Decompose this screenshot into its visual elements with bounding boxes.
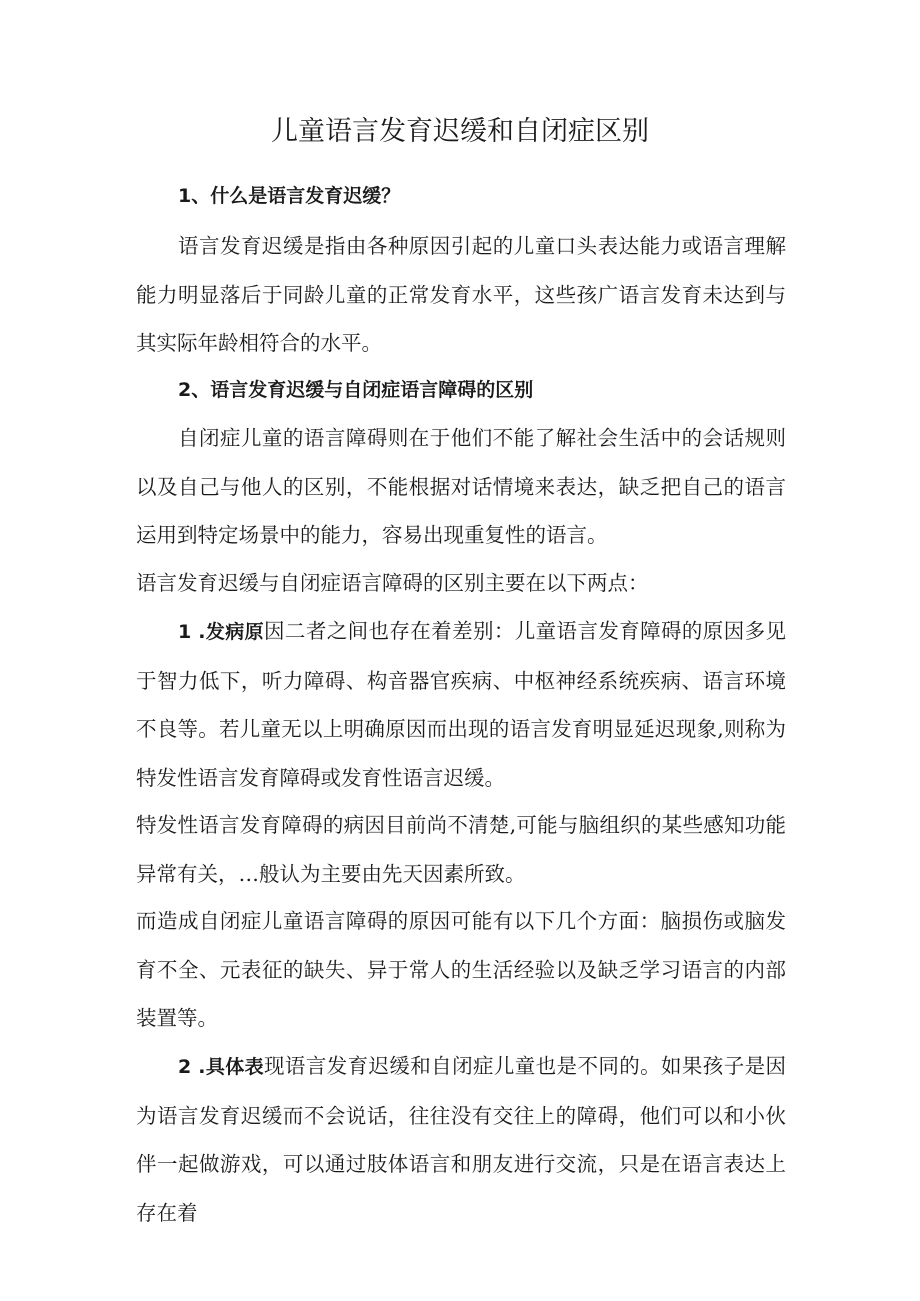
point-1-text: 因二者之间也存在着差别：儿童语言发育障碍的原因多见于智力低下，听力障碍、构音器官疾病、中枢神经系统疾病、语言环境不良等。若儿童无以上明确原因而出现的语言发育明显延迟现象,则称为特发性语言发育障碍或发育性语言迟缓。 — [136, 619, 786, 790]
point-2-lead: 2 .具体表 — [178, 1056, 265, 1078]
point-1-extra-2: 而造成自闭症儿童语言障碍的原因可能有以下几个方面：脑损伤或脑发育不全、元表征的缺失、异于常人的生活经验以及缺乏学习语言的内部装置等。 — [136, 909, 786, 1030]
section-2-paragraph: 自闭症儿童的语言障碍则在于他们不能了解社会生活中的会话规则以及自己与他人的区别，不能根据对话情境来表达，缺乏把自己的语言运用到特定场景中的能力，容易出现重复性的语言。 — [136, 426, 786, 547]
point-1-paragraph — [136, 607, 786, 802]
section-2-heading: 2、语言发育迟缓与自闭症语言障碍的区别 — [178, 379, 534, 401]
point-2-paragraph — [136, 1042, 786, 1237]
section-1-paragraph: 语言发育迟缓是指由各种原因引起的儿童口头表达能力或语言理解能力明显落后于同龄儿童的正常发育水平，这些孩广语言发育未达到与其实际年龄相符合的水平。 — [136, 234, 786, 355]
section-2-intro: 语言发育迟缓与自闭症语言障碍的区别主要在以下两点： — [136, 571, 649, 595]
point-1-extra-1: 特发性语言发育障碍的病因目前尚不清楚,可能与脑组织的某些感知功能异常有关，…般认为主要由先天因素所致。 — [136, 813, 786, 886]
point-1-lead: 1 .发病原 — [178, 621, 265, 643]
section-1-heading: 1、什么是语言发育迟缓？ — [178, 185, 401, 207]
point-2-text: 现语言发育迟缓和自闭症儿童也是不同的。如果孩子是因为语言发育迟缓而不会说话，往往没有交往上的障碍，他们可以和小伙伴一起做游戏，可以通过肢体语言和朋友进行交流，只是在语言表达上存在着 — [136, 1054, 786, 1225]
document-title: 儿童语言发育迟缓和自闭症区别 — [271, 116, 649, 147]
